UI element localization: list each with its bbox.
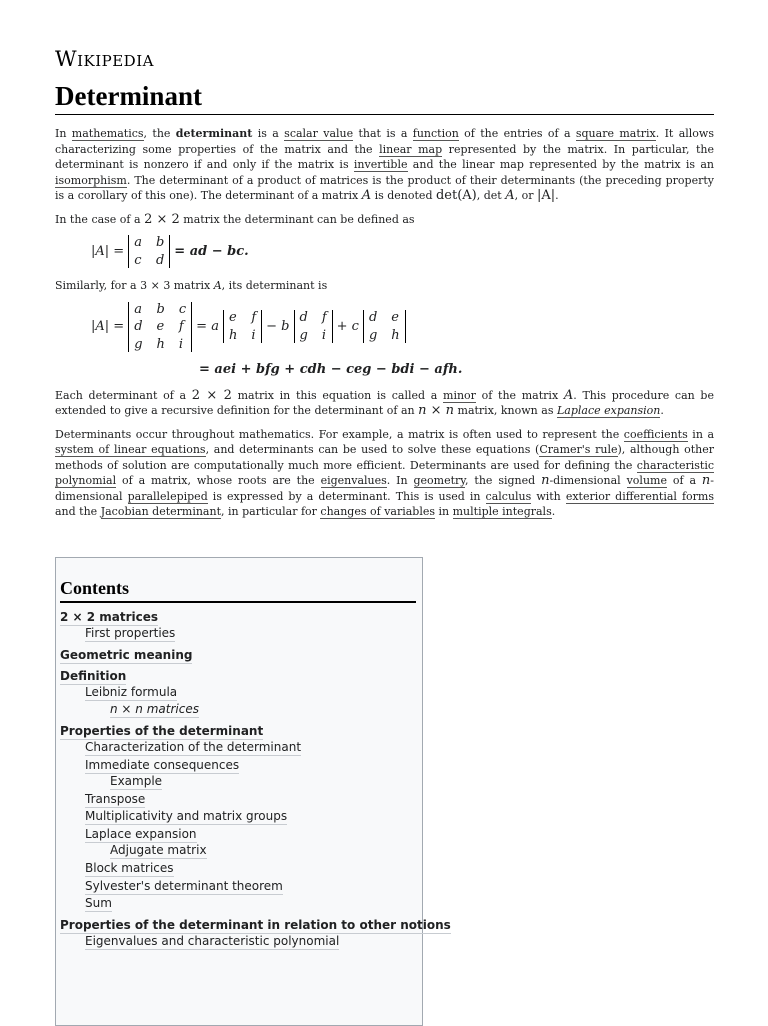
equation-2x2: |A| = a b c d = ad − bc. (91, 235, 249, 268)
intro-paragraph: In mathematics, the determinant is a scalar value that is a function of the entries of a square matrix. It allows characterizing some properties of the matrix and the linear map represented by the matrix. In particular, the determinant is nonzero if and only if the matrix is invertible and the linear map represented by the matrix is an isomorphism. The determinant of a product of matrices is the product of their determinants (the preceding property is a corollary of this one). The determinant of a matrix A is denoted det(A), det A, or |A|. (55, 127, 714, 203)
link-eigenvalues[interactable]: eigenvalues (320, 474, 387, 487)
toc-title: Contents (60, 578, 416, 603)
case-2x2-paragraph: In the case of a 2 × 2 matrix the determinant can be defined as (55, 211, 415, 227)
term-determinant: determinant (175, 127, 253, 140)
toc-item[interactable]: Sum (85, 896, 112, 910)
link-linear-map[interactable]: linear map (379, 142, 443, 156)
link-parallelepiped[interactable]: parallelepiped (127, 489, 208, 503)
link-mathematics[interactable]: mathematics (71, 127, 144, 140)
math-2x2: 2 × 2 (144, 211, 180, 227)
link-calculus[interactable]: calculus (485, 489, 532, 503)
link-changes-of-variables[interactable]: changes of variables (320, 505, 436, 518)
wikipedia-logo[interactable]: Wikipedia (55, 47, 154, 71)
toc-item[interactable]: Characterization of the determinant (85, 740, 302, 754)
toc-item[interactable]: Multiplicativity and matrix groups (85, 809, 288, 823)
toc-item[interactable]: n × n matrices (110, 702, 199, 716)
toc-item[interactable]: Sylvester's determinant theorem (85, 879, 283, 893)
minor-paragraph: Each determinant of a 2 × 2 matrix in this equation is called a minor of the matrix A. This procedure can be extended to give a recursive definition for the determinant of an n × n matrix, known as Laplace expansion. (55, 387, 714, 418)
page-title: Determinant (55, 80, 714, 115)
link-laplace-expansion[interactable]: Laplace expansion (556, 404, 661, 417)
toc-item[interactable]: Eigenvalues and characteristic polynomial (85, 934, 340, 948)
link-cramers-rule[interactable]: Cramer's rule (539, 443, 618, 456)
toc-item[interactable]: Example (110, 774, 163, 788)
toc-item[interactable]: Leibniz formula (85, 685, 178, 699)
link-scalar-value[interactable]: scalar value (284, 127, 354, 140)
matrix-2x2: a b c d (128, 235, 170, 268)
toc-item[interactable]: Immediate consequences (85, 758, 240, 772)
link-volume[interactable]: volume (626, 474, 667, 487)
minor-2: d f g i (294, 310, 333, 343)
toc-item[interactable]: Geometric meaning (60, 648, 193, 662)
toc-item[interactable]: First properties (85, 626, 176, 640)
link-function[interactable]: function (412, 127, 459, 140)
expansion-line: = aei + bfg + cdh − ceg − bdi − afh. (199, 362, 463, 377)
link-characteristic-polynomial[interactable]: characteristic polynomial (55, 458, 714, 487)
applications-paragraph: Determinants occur throughout mathematics. For example, a matrix is often used to represent the coefficients in a system of linear equations, and determinants can be used to solve these equations (Cramer's rule), although other methods of solution are computationally much more efficient. Determinants are used for defining the characteristic polynomial of a matrix, whose roots are the eigenvalues. In geometry, the signed n-dimensional volume of a n-dimensional parallelepiped is expressed by a determinant. This is used in calculus with exterior differential forms and the Jacobian determinant, in particular for changes of variables in multiple integrals. (55, 427, 715, 518)
toc-item[interactable]: Definition (60, 669, 127, 683)
equation-3x3: |A| = a b c d e f g h i = a e f h i − b d f g i + c d e g h = aei + bfg + cdh − ceg − bdi − afh. (91, 302, 714, 378)
link-system-of-linear-equations[interactable]: system of linear equations (55, 443, 206, 456)
toc-item[interactable]: Laplace expansion (85, 827, 197, 841)
math-detA: det(A) (435, 188, 477, 203)
table-of-contents (55, 557, 451, 1026)
toc-item[interactable]: Block matrices (85, 861, 174, 875)
article-body (55, 126, 714, 528)
link-minor[interactable]: minor (443, 388, 476, 402)
link-square-matrix[interactable]: square matrix (575, 127, 656, 140)
toc-item[interactable]: Transpose (85, 792, 146, 806)
link-exterior-differential-forms[interactable]: exterior differential forms (565, 489, 715, 503)
link-coefficients[interactable]: coefficients (623, 427, 688, 441)
link-multiple-integrals[interactable]: multiple integrals (452, 505, 552, 518)
matrix-3x3: a b c d e f g h i (128, 302, 192, 353)
link-jacobian-determinant[interactable]: Jacobian determinant (100, 505, 221, 518)
toc-item[interactable]: Properties of the determinant in relation to other notions (60, 918, 451, 932)
minor-1: e f h i (223, 310, 262, 343)
case-3x3-paragraph: Similarly, for a 3 × 3 matrix A, its determinant is (55, 279, 328, 292)
math-A: A (361, 188, 372, 203)
minor-3: d e g h (363, 310, 406, 343)
link-geometry[interactable]: geometry (413, 474, 466, 487)
toc-item[interactable]: Properties of the determinant (60, 724, 264, 738)
toc-item[interactable]: Adjugate matrix (110, 843, 207, 857)
link-isomorphism[interactable]: isomorphism (55, 173, 127, 187)
link-invertible[interactable]: invertible (353, 158, 408, 171)
toc-item[interactable]: 2 × 2 matrices (60, 610, 159, 624)
